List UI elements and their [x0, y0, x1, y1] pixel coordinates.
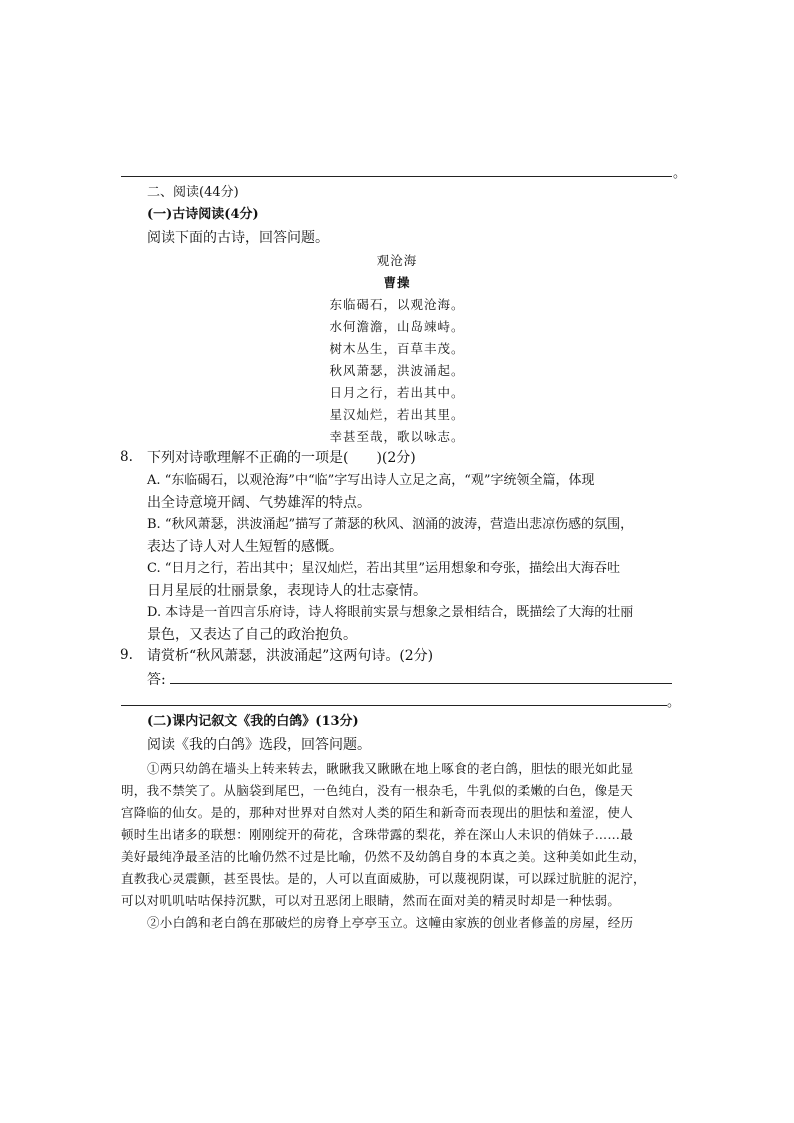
option-line: C. “日月之行，若出其中；星汉灿烂，若出其里”运用想象和夸张，描绘出大海吞吐 [147, 561, 621, 576]
option-line: 出全诗意境开阔、气势雄浑的特点。 [147, 495, 371, 511]
part1-title: (一)古诗阅读(4分) [147, 207, 259, 222]
passage-line: 明，我不禁笑了。从脑袋到尾巴，一色纯白，没有一根杂毛，牛乳似的柔嫩的白色，像是天 [121, 783, 634, 798]
option-line: 日月星辰的壮丽景象，表现诗人的壮志豪情。 [147, 583, 427, 599]
passage-line: 顿时生出诸多的联想：刚刚绽开的荷花，含珠带露的梨花，养在深山人未识的俏妹子……最 [121, 827, 634, 842]
passage-line: 可以对叽叽咕咕保持沉默，可以对丑恶闭上眼睛，然而在面对美的精灵时却是一种怯弱。 [121, 893, 621, 908]
section-title: 二、阅读(44分) [147, 185, 239, 200]
poem-title: 观沧海 [376, 253, 418, 268]
answer-label: 答: [147, 672, 166, 688]
period-mark: 。 [673, 166, 687, 181]
poem-line: 水何澹澹，山岛竦峙。 [329, 319, 465, 334]
question-stem: 下列对诗歌理解不正确的一项是( )(2分) [147, 450, 416, 466]
passage-line: 直教我心灵震颤，甚至畏怯。是的，人可以直面威胁，可以蔑视阴谋，可以踩过肮脏的泥泞， [121, 871, 646, 886]
question-number: 9. [120, 647, 133, 663]
passage-line: ①两只幼鸽在墙头上转来转去，瞅瞅我又瞅瞅在地上啄食的老白鸽，胆怯的眼光如此显 [147, 761, 634, 776]
poem-line: 日月之行，若出其中。 [329, 385, 465, 400]
option-line: 表达了诗人对人生短暂的感慨。 [147, 539, 343, 555]
question-stem: 请赏析“秋风萧瑟，洪波涌起”这两句诗。(2分) [147, 648, 434, 664]
poem-author: 曹操 [383, 275, 411, 290]
part2-instruction: 阅读《我的白鸽》选段，回答问题。 [147, 737, 371, 753]
poem-line: 秋风萧瑟，洪波涌起。 [329, 363, 465, 378]
passage-line: 宫降临的仙女。是的，那种对世界对自然对人类的陌生和新奇而表现出的胆怯和羞涩，使人 [121, 805, 634, 820]
passage-line: ②小白鸽和老白鸽在那破烂的房脊上亭亭玉立。这幢由家族的创业者修盖的房屋，经历 [147, 915, 634, 930]
passage-line: 美好最纯净最圣洁的比喻仍然不过是比喻，仍然不及幼鸽自身的本真之美。这种美如此生动， [121, 849, 646, 864]
poem-line: 树木丛生，百草丰茂。 [329, 341, 465, 356]
period-mark: 。 [667, 695, 681, 710]
option-line: B. “秋风萧瑟，洪波涌起”描写了萧瑟的秋风、汹涌的波涛，营造出悲凉伤感的氛围， [147, 517, 634, 532]
part1-instruction: 阅读下面的古诗，回答问题。 [147, 230, 329, 246]
question-number: 8. [120, 449, 133, 465]
answer-line[interactable] [170, 683, 672, 684]
answer-line[interactable] [121, 705, 667, 706]
option-line: A. “东临碣石，以观沧海”中“临”字写出诗人立足之高，“观”字统领全篇，体现 [147, 473, 595, 488]
option-line: 景色，又表达了自己的政治抱负。 [147, 627, 357, 643]
poem-line: 幸甚至哉，歌以咏志。 [329, 429, 465, 444]
option-line: D. 本诗是一首四言乐府诗，诗人将眼前实景与想象之景相结合，既描绘了大海的壮丽 [147, 605, 634, 620]
poem-line: 星汉灿烂，若出其里。 [329, 407, 465, 422]
poem-line: 东临碣石，以观沧海。 [329, 297, 465, 312]
part2-title: (二)课内记叙文《我的白鸽》(13分) [147, 714, 359, 729]
answer-line-top [121, 176, 672, 177]
